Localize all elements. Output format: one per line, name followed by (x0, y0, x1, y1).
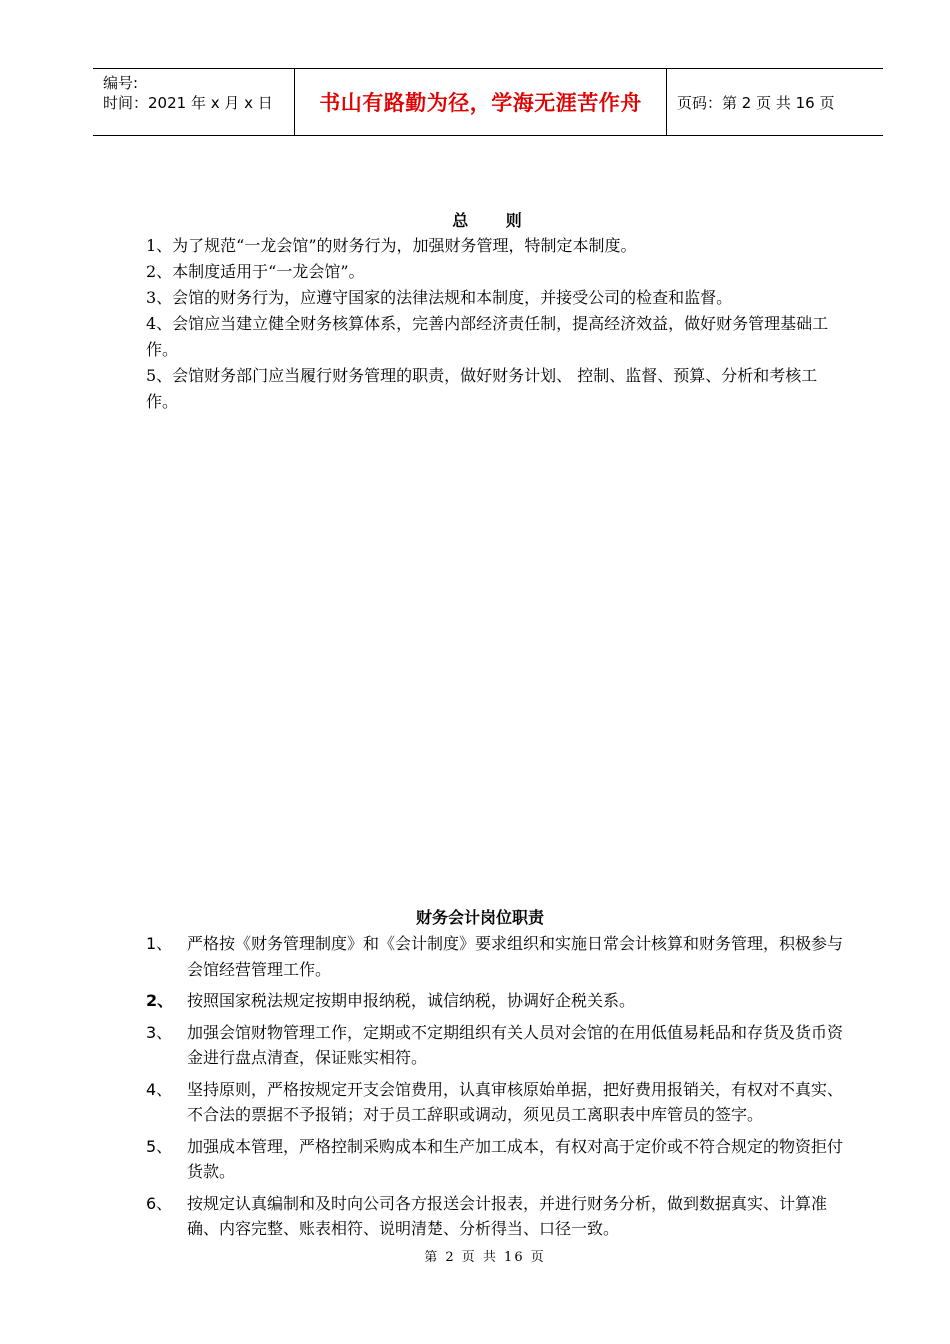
list-item-text: 坚持原则，严格按规定开支会馆费用，认真审核原始单据，把好费用报销关，有权对不真实、不合法的票据不予报销；对于员工辞职或调动，须见员工离职表中库管员的签字。 (187, 1079, 844, 1124)
paragraph: 3、会馆的财务行为，应遵守国家的法律法规和本制度，并接受公司的检查和监督。 (146, 288, 733, 307)
list-item (146, 1077, 846, 1128)
paragraph: 4、会馆应当建立健全财务核算体系，完善内部经济责任制，提高经济效益，做好财务管理基础工作。 (146, 314, 829, 359)
document-header (93, 68, 883, 136)
time-label: 时间：2021 年 x 月 x 日 (103, 94, 273, 112)
list-item (146, 931, 846, 982)
header-meta-cell (93, 69, 295, 135)
list-item-number: 1、 (146, 934, 173, 953)
number-label: 编号: (103, 74, 139, 92)
page-label: 页码：第 2 页 共 16 页 (677, 93, 835, 112)
list-item-text: 严格按《财务管理制度》和《会计制度》要求组织和实施日常会计核算和财务管理，积极参与会馆经营管理工作。 (187, 934, 844, 979)
section-duties-list (146, 931, 846, 1248)
list-item-number: 4、 (146, 1079, 173, 1099)
list-item-text: 加强会馆财物管理工作，定期或不定期组织有关人员对会馆的在用低值易耗品和存货及货币资金进行盘点清查，保证账实相符。 (187, 1022, 844, 1067)
list-item-text: 按照国家税法规定按期申报纳税，诚信纳税，协调好企税关系。 (187, 991, 636, 1010)
list-item-text: 加强成本管理，严格控制采购成本和生产加工成本，有权对高于定价或不符合规定的物资拒付货款。 (187, 1136, 844, 1181)
list-item (146, 1191, 846, 1242)
header-motto-cell (295, 69, 667, 135)
list-item-number: 5、 (146, 1136, 173, 1156)
page-footer: 第 2 页 共 16 页 (424, 1250, 546, 1265)
list-item-number: 2、 (146, 991, 174, 1010)
list-item-number: 6、 (146, 1193, 173, 1213)
section-duties-title: 财务会计岗位职责 (415, 908, 544, 927)
header-page-cell (667, 69, 883, 135)
list-item (146, 1020, 846, 1071)
motto-text: 书山有路勤为径，学海无涯苦作舟 (319, 91, 642, 115)
paragraph: 2、本制度适用于“一龙会馆”。 (146, 262, 365, 281)
section-general-title: 总 则 (452, 211, 538, 230)
paragraph: 1、为了规范“一龙会馆”的财务行为，加强财务管理，特制定本制度。 (146, 236, 637, 255)
paragraph: 5、会馆财务部门应当履行财务管理的职责，做好财务计划、 控制、监督、预算、分析和考核工作。 (146, 366, 818, 411)
list-item (146, 988, 846, 1014)
list-item-text: 按规定认真编制和及时向公司各方报送会计报表，并进行财务分析，做到数据真实、计算准确、内容完整、账表相符、说明清楚、分析得当、口径一致。 (187, 1193, 828, 1238)
section-general-body (146, 233, 846, 415)
list-item (146, 1134, 846, 1185)
list-item-number: 3、 (146, 1022, 173, 1042)
